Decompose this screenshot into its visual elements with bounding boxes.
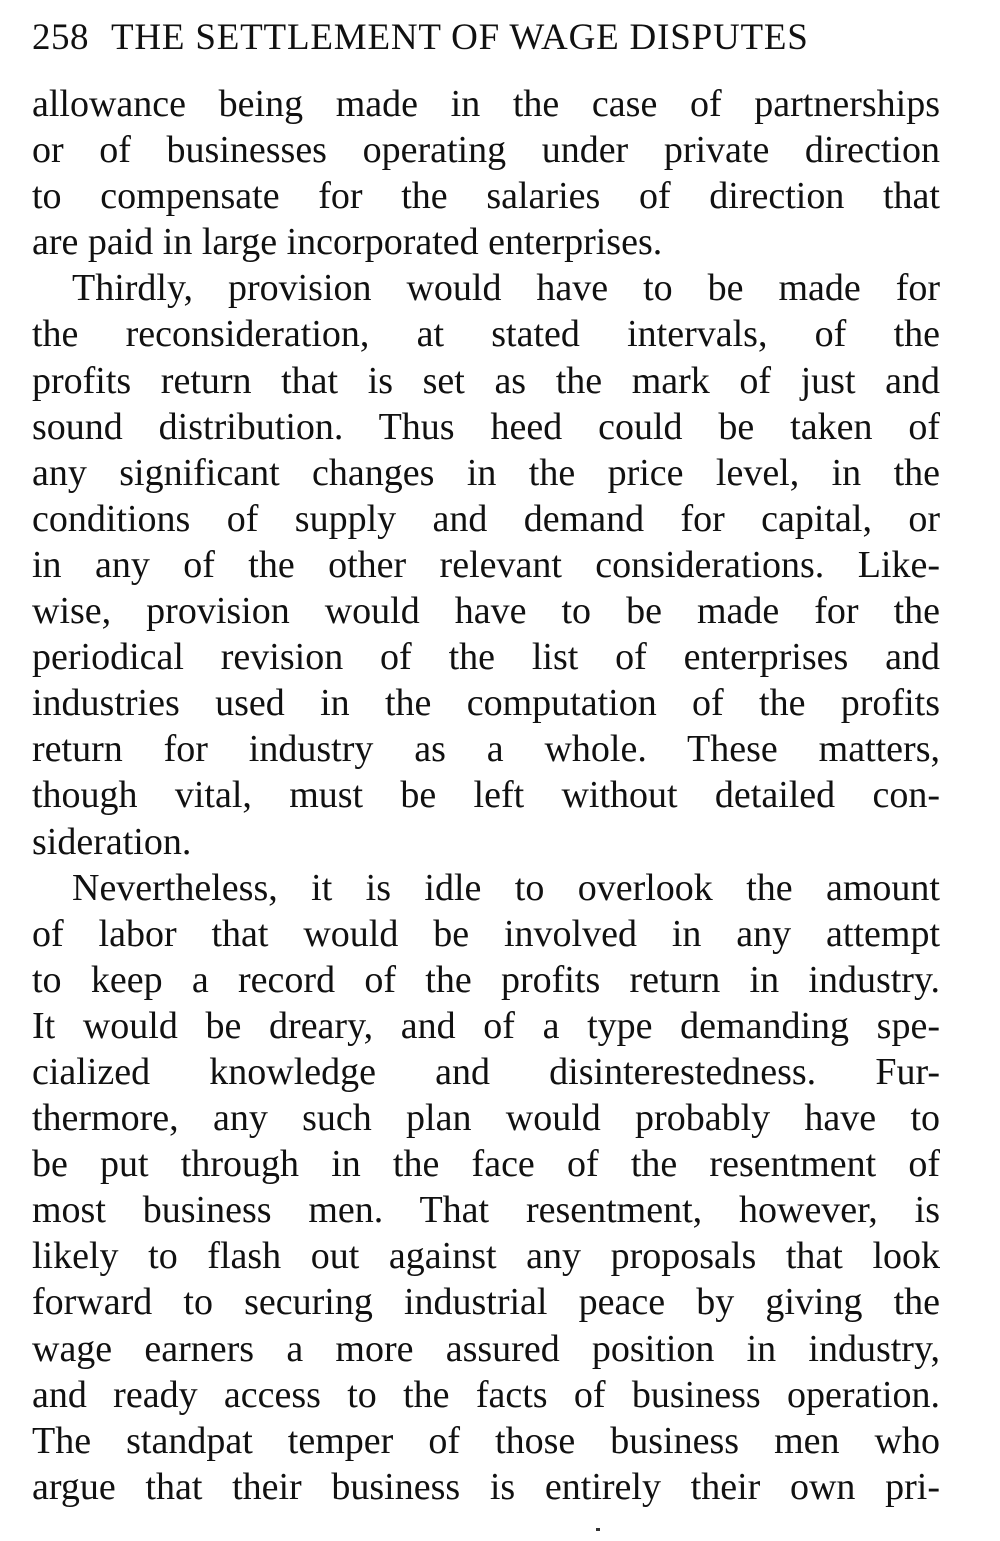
text-line: thermore, any such plan would probably have to: [32, 1097, 940, 1140]
text-line: cialized knowledge and disinterestedness. Fur-: [32, 1050, 940, 1093]
paragraph-start-line: Nevertheless, it is idle to overlook the amount: [72, 866, 940, 909]
text-line: periodical revision of the list of enterprises and: [32, 636, 940, 679]
running-head: [32, 14, 940, 62]
text-line: allowance being made in the case of partnerships: [32, 83, 940, 125]
text-line: the reconsideration, at stated intervals, of the: [32, 313, 940, 356]
text-line: wage earners a more assured position in industry,: [32, 1327, 940, 1370]
text-line: or of businesses operating under private direction: [32, 129, 940, 172]
page-number: 258: [32, 17, 89, 58]
text-line: to compensate for the salaries of direction that: [32, 175, 940, 218]
text-line: are paid in large incorporated enterprises.: [32, 221, 663, 264]
running-title: THE SETTLEMENT OF WAGE DISPUTES: [111, 17, 809, 58]
text-line: and ready access to the facts of business operation.: [32, 1373, 940, 1416]
print-speck: [596, 1528, 600, 1531]
text-line: The standpat temper of those business men who: [32, 1419, 940, 1462]
text-line: likely to flash out against any proposals that look: [32, 1235, 940, 1278]
text-line: conditions of supply and demand for capital, or: [32, 497, 940, 540]
text-line: sideration.: [32, 820, 192, 863]
text-line: It would be dreary, and of a type demanding spe-: [32, 1004, 940, 1047]
body-text: [32, 81, 940, 1510]
text-line: argue that their business is entirely their own pri-: [32, 1465, 940, 1508]
text-line: forward to securing industrial peace by giving the: [32, 1281, 940, 1324]
text-line: most business men. That resentment, however, is: [32, 1189, 940, 1232]
paragraph-start-line: Thirdly, provision would have to be made for: [72, 267, 940, 310]
text-line: be put through in the face of the resentment of: [32, 1143, 940, 1186]
text-line: return for industry as a whole. These matters,: [32, 728, 940, 771]
text-line: in any of the other relevant considerations. Like-: [32, 543, 940, 586]
text-line: to keep a record of the profits return in industry.: [32, 958, 940, 1001]
text-line: of labor that would be involved in any attempt: [32, 912, 940, 955]
text-line: any significant changes in the price level, in the: [32, 451, 940, 494]
text-line: wise, provision would have to be made for the: [32, 590, 940, 633]
text-line: sound distribution. Thus heed could be taken of: [32, 405, 940, 448]
text-line: profits return that is set as the mark of just and: [32, 359, 940, 402]
text-line: though vital, must be left without detailed con-: [32, 774, 940, 817]
text-line: industries used in the computation of the profits: [32, 682, 940, 725]
